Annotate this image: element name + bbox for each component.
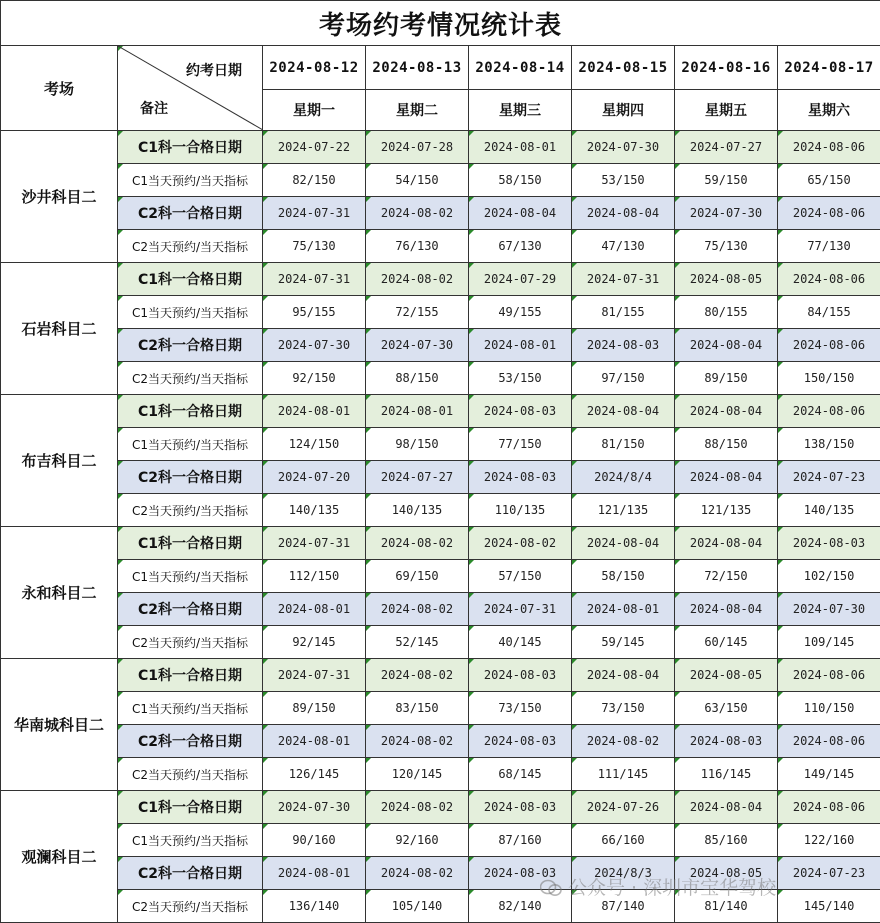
c2-pass-date-cell[interactable]: 2024-07-31	[263, 197, 366, 230]
c2-booking-cell[interactable]: 92/145	[263, 626, 366, 659]
row-label-cell[interactable]: C1科一合格日期	[118, 263, 263, 296]
c1-pass-date-cell[interactable]: 2024-08-04	[572, 527, 675, 560]
c2-booking-cell[interactable]: 75/130	[675, 230, 778, 263]
c1-pass-date-cell[interactable]: 2024-07-31	[263, 263, 366, 296]
c1-booking-cell[interactable]: 73/150	[469, 692, 572, 725]
c1-booking-cell[interactable]: 66/160	[572, 824, 675, 857]
c2-booking-cell[interactable]: 59/145	[572, 626, 675, 659]
venue-name-cell[interactable]: 布吉科目二	[1, 395, 118, 527]
c2-pass-date-cell[interactable]: 2024-08-03	[675, 725, 778, 758]
c2-pass-date-cell[interactable]: 2024/8/3	[572, 857, 675, 890]
row-label-cell[interactable]: C1科一合格日期	[118, 791, 263, 824]
c1-pass-date-cell[interactable]: 2024-07-27	[675, 131, 778, 164]
c1-pass-date-cell[interactable]: 2024-08-02	[469, 527, 572, 560]
c1-booking-cell[interactable]: 92/160	[366, 824, 469, 857]
c1-booking-cell[interactable]: 81/150	[572, 428, 675, 461]
c1-booking-cell[interactable]: 77/150	[469, 428, 572, 461]
c2-booking-cell[interactable]: 75/130	[263, 230, 366, 263]
c1-pass-date-cell[interactable]: 2024-07-31	[263, 527, 366, 560]
c1-pass-date-cell[interactable]: 2024-08-01	[469, 131, 572, 164]
c1-pass-date-cell[interactable]: 2024-08-04	[675, 791, 778, 824]
c2-pass-date-cell[interactable]: 2024-08-05	[675, 857, 778, 890]
c2-pass-date-cell[interactable]: 2024/8/4	[572, 461, 675, 494]
c1-booking-cell[interactable]: 72/155	[366, 296, 469, 329]
c2-booking-cell[interactable]: 92/150	[263, 362, 366, 395]
c1-booking-cell[interactable]: 49/155	[469, 296, 572, 329]
c2-pass-date-cell[interactable]: 2024-08-06	[778, 725, 880, 758]
c2-booking-cell[interactable]: 126/145	[263, 758, 366, 791]
c1-booking-cell[interactable]: 53/150	[572, 164, 675, 197]
table-row	[1, 461, 880, 494]
c2-booking-cell[interactable]: 111/145	[572, 758, 675, 791]
row-label-cell[interactable]: C2当天预约/当天指标	[118, 890, 263, 923]
c2-booking-cell[interactable]: 47/130	[572, 230, 675, 263]
c2-pass-date-cell[interactable]: 2024-08-04	[675, 329, 778, 362]
venue-name-cell[interactable]: 观澜科目二	[1, 791, 118, 923]
row-label-cell[interactable]: C1科一合格日期	[118, 527, 263, 560]
c1-pass-date-cell[interactable]: 2024-08-03	[469, 395, 572, 428]
table-row	[1, 560, 880, 593]
c2-pass-date-cell[interactable]: 2024-07-23	[778, 857, 880, 890]
weekday-header[interactable]: 星期六	[778, 90, 880, 131]
c2-booking-cell[interactable]: 149/145	[778, 758, 880, 791]
diagonal-header-cell[interactable]	[118, 46, 263, 131]
venue-name-cell[interactable]: 沙井科目二	[1, 131, 118, 263]
c1-pass-date-cell[interactable]: 2024-08-04	[675, 395, 778, 428]
c1-pass-date-cell[interactable]: 2024-08-06	[778, 263, 880, 296]
table-row	[1, 692, 880, 725]
table-row	[1, 857, 880, 890]
c2-booking-cell[interactable]: 105/140	[366, 890, 469, 923]
c1-booking-cell[interactable]: 110/150	[778, 692, 880, 725]
c2-pass-date-cell[interactable]: 2024-08-03	[469, 857, 572, 890]
c1-pass-date-cell[interactable]: 2024-08-06	[778, 395, 880, 428]
c2-pass-date-cell[interactable]: 2024-08-02	[572, 725, 675, 758]
c1-booking-cell[interactable]: 102/150	[778, 560, 880, 593]
c2-booking-cell[interactable]: 89/150	[675, 362, 778, 395]
c1-booking-cell[interactable]: 72/150	[675, 560, 778, 593]
c1-booking-cell[interactable]: 65/150	[778, 164, 880, 197]
c2-pass-date-cell[interactable]: 2024-08-03	[572, 329, 675, 362]
c1-booking-cell[interactable]: 63/150	[675, 692, 778, 725]
row-label-cell[interactable]: C1科一合格日期	[118, 659, 263, 692]
c1-pass-date-cell[interactable]: 2024-07-28	[366, 131, 469, 164]
c2-booking-cell[interactable]: 82/140	[469, 890, 572, 923]
date-header[interactable]: 2024-08-14	[469, 46, 572, 90]
c1-booking-cell[interactable]: 59/150	[675, 164, 778, 197]
c1-pass-date-cell[interactable]: 2024-07-30	[572, 131, 675, 164]
c1-booking-cell[interactable]: 90/160	[263, 824, 366, 857]
booking-date-label: 约考日期	[186, 60, 242, 80]
c1-booking-cell[interactable]: 57/150	[469, 560, 572, 593]
c2-pass-date-cell[interactable]: 2024-08-01	[263, 593, 366, 626]
row-label-cell[interactable]: C2科一合格日期	[118, 461, 263, 494]
c1-pass-date-cell[interactable]: 2024-07-31	[263, 659, 366, 692]
table-row	[1, 362, 880, 395]
row-label-cell[interactable]: C2科一合格日期	[118, 725, 263, 758]
c1-booking-cell[interactable]: 87/160	[469, 824, 572, 857]
c2-booking-cell[interactable]: 40/145	[469, 626, 572, 659]
row-label-cell[interactable]: C2当天预约/当天指标	[118, 626, 263, 659]
c2-pass-date-cell[interactable]: 2024-08-04	[675, 593, 778, 626]
c1-booking-cell[interactable]: 112/150	[263, 560, 366, 593]
date-header[interactable]: 2024-08-15	[572, 46, 675, 90]
c1-booking-cell[interactable]: 89/150	[263, 692, 366, 725]
c1-pass-date-cell[interactable]: 2024-08-02	[366, 791, 469, 824]
c2-booking-cell[interactable]: 97/150	[572, 362, 675, 395]
c2-pass-date-cell[interactable]: 2024-08-06	[778, 197, 880, 230]
weekday-header[interactable]: 星期五	[675, 90, 778, 131]
c2-booking-cell[interactable]: 120/145	[366, 758, 469, 791]
c2-booking-cell[interactable]: 67/130	[469, 230, 572, 263]
c2-pass-date-cell[interactable]: 2024-07-30	[366, 329, 469, 362]
c1-pass-date-cell[interactable]: 2024-08-05	[675, 263, 778, 296]
c2-pass-date-cell[interactable]: 2024-08-02	[366, 593, 469, 626]
row-label-cell[interactable]: C2当天预约/当天指标	[118, 758, 263, 791]
row-label-cell[interactable]: C2当天预约/当天指标	[118, 494, 263, 527]
weekday-header[interactable]: 星期一	[263, 90, 366, 131]
c2-pass-date-cell[interactable]: 2024-08-04	[469, 197, 572, 230]
c2-pass-date-cell[interactable]: 2024-08-01	[263, 725, 366, 758]
table-row	[1, 329, 880, 362]
c2-pass-date-cell[interactable]: 2024-08-01	[263, 857, 366, 890]
c2-booking-cell[interactable]: 77/130	[778, 230, 880, 263]
venue-name-cell[interactable]: 永和科目二	[1, 527, 118, 659]
remarks-label: 备注	[140, 98, 168, 118]
table-row	[1, 164, 880, 197]
c1-booking-cell[interactable]: 138/150	[778, 428, 880, 461]
c2-booking-cell[interactable]: 140/135	[778, 494, 880, 527]
c2-booking-cell[interactable]: 52/145	[366, 626, 469, 659]
date-header[interactable]: 2024-08-13	[366, 46, 469, 90]
c2-booking-cell[interactable]: 53/150	[469, 362, 572, 395]
sheet-title[interactable]: 考场约考情况统计表	[1, 1, 880, 46]
c2-booking-cell[interactable]: 109/145	[778, 626, 880, 659]
row-label-cell[interactable]: C2科一合格日期	[118, 857, 263, 890]
c2-pass-date-cell[interactable]: 2024-08-01	[469, 329, 572, 362]
date-header[interactable]: 2024-08-17	[778, 46, 880, 90]
table-row	[1, 197, 880, 230]
c2-booking-cell[interactable]: 140/135	[263, 494, 366, 527]
table-row	[1, 659, 880, 692]
c2-booking-cell[interactable]: 81/140	[675, 890, 778, 923]
table-row	[1, 230, 880, 263]
row-label-cell[interactable]: C1科一合格日期	[118, 395, 263, 428]
c1-booking-cell[interactable]: 88/150	[675, 428, 778, 461]
c2-booking-cell[interactable]: 110/135	[469, 494, 572, 527]
c2-booking-cell[interactable]: 88/150	[366, 362, 469, 395]
date-header[interactable]: 2024-08-12	[263, 46, 366, 90]
c1-booking-cell[interactable]: 80/155	[675, 296, 778, 329]
table-row	[1, 890, 880, 923]
row-label-cell[interactable]: C1当天预约/当天指标	[118, 824, 263, 857]
c1-pass-date-cell[interactable]: 2024-07-22	[263, 131, 366, 164]
c1-pass-date-cell[interactable]: 2024-07-30	[263, 791, 366, 824]
c2-pass-date-cell[interactable]: 2024-08-02	[366, 857, 469, 890]
c2-pass-date-cell[interactable]: 2024-07-27	[366, 461, 469, 494]
row-label-cell[interactable]: C1当天预约/当天指标	[118, 296, 263, 329]
c2-pass-date-cell[interactable]: 2024-08-03	[469, 461, 572, 494]
c1-pass-date-cell[interactable]: 2024-08-05	[675, 659, 778, 692]
table-row	[1, 527, 880, 560]
row-label-cell[interactable]: C1当天预约/当天指标	[118, 692, 263, 725]
c2-booking-cell[interactable]: 150/150	[778, 362, 880, 395]
c1-pass-date-cell[interactable]: 2024-08-02	[366, 527, 469, 560]
venue-name-cell[interactable]: 华南城科目二	[1, 659, 118, 791]
table-row	[1, 395, 880, 428]
c1-pass-date-cell[interactable]: 2024-08-03	[469, 659, 572, 692]
c1-booking-cell[interactable]: 58/150	[469, 164, 572, 197]
c1-booking-cell[interactable]: 84/155	[778, 296, 880, 329]
c2-booking-cell[interactable]: 60/145	[675, 626, 778, 659]
row-label-cell[interactable]: C2科一合格日期	[118, 329, 263, 362]
c1-pass-date-cell[interactable]: 2024-07-31	[572, 263, 675, 296]
row-label-cell[interactable]: C2科一合格日期	[118, 593, 263, 626]
c1-pass-date-cell[interactable]: 2024-08-06	[778, 791, 880, 824]
c2-pass-date-cell[interactable]: 2024-08-04	[572, 197, 675, 230]
c1-pass-date-cell[interactable]: 2024-07-29	[469, 263, 572, 296]
table-row	[1, 791, 880, 824]
c1-pass-date-cell[interactable]: 2024-08-03	[778, 527, 880, 560]
c2-pass-date-cell[interactable]: 2024-08-03	[469, 725, 572, 758]
c1-booking-cell[interactable]: 98/150	[366, 428, 469, 461]
c1-booking-cell[interactable]: 54/150	[366, 164, 469, 197]
row-label-cell[interactable]: C2当天预约/当天指标	[118, 362, 263, 395]
table-row	[1, 494, 880, 527]
c1-booking-cell[interactable]: 124/150	[263, 428, 366, 461]
c1-booking-cell[interactable]: 69/150	[366, 560, 469, 593]
table-row	[1, 593, 880, 626]
c1-booking-cell[interactable]: 83/150	[366, 692, 469, 725]
table-row	[1, 131, 880, 164]
c1-pass-date-cell[interactable]: 2024-08-03	[469, 791, 572, 824]
c2-pass-date-cell[interactable]: 2024-08-01	[572, 593, 675, 626]
c2-pass-date-cell[interactable]: 2024-08-06	[778, 329, 880, 362]
row-label-cell[interactable]: C1当天预约/当天指标	[118, 560, 263, 593]
c2-booking-cell[interactable]: 76/130	[366, 230, 469, 263]
c2-pass-date-cell[interactable]: 2024-07-30	[778, 593, 880, 626]
c2-booking-cell[interactable]: 140/135	[366, 494, 469, 527]
c1-booking-cell[interactable]: 122/160	[778, 824, 880, 857]
c2-pass-date-cell[interactable]: 2024-07-30	[675, 197, 778, 230]
weekday-header[interactable]: 星期四	[572, 90, 675, 131]
c1-pass-date-cell[interactable]: 2024-07-26	[572, 791, 675, 824]
table-row	[1, 428, 880, 461]
c2-pass-date-cell[interactable]: 2024-07-31	[469, 593, 572, 626]
table-row	[1, 263, 880, 296]
table-row	[1, 296, 880, 329]
c2-pass-date-cell[interactable]: 2024-07-30	[263, 329, 366, 362]
c1-pass-date-cell[interactable]: 2024-08-04	[572, 395, 675, 428]
table-row	[1, 758, 880, 791]
row-label-cell[interactable]: C2科一合格日期	[118, 197, 263, 230]
venue-name-cell[interactable]: 石岩科目二	[1, 263, 118, 395]
c2-booking-cell[interactable]: 116/145	[675, 758, 778, 791]
watermark-text: 公众号 · 深圳市宝华驾校	[568, 877, 776, 899]
c1-booking-cell[interactable]: 82/150	[263, 164, 366, 197]
c1-booking-cell[interactable]: 85/160	[675, 824, 778, 857]
row-label-cell[interactable]: C1当天预约/当天指标	[118, 164, 263, 197]
c2-booking-cell[interactable]: 145/140	[778, 890, 880, 923]
c1-booking-cell[interactable]: 81/155	[572, 296, 675, 329]
c2-pass-date-cell[interactable]: 2024-08-02	[366, 725, 469, 758]
c1-pass-date-cell[interactable]: 2024-08-04	[572, 659, 675, 692]
c1-pass-date-cell[interactable]: 2024-08-02	[366, 263, 469, 296]
venue-column-header[interactable]: 考场	[1, 46, 118, 131]
c1-pass-date-cell[interactable]: 2024-08-06	[778, 659, 880, 692]
c2-booking-cell[interactable]: 121/135	[675, 494, 778, 527]
c1-booking-cell[interactable]: 95/155	[263, 296, 366, 329]
weekday-header[interactable]: 星期三	[469, 90, 572, 131]
row-label-cell[interactable]: C1科一合格日期	[118, 131, 263, 164]
c1-pass-date-cell[interactable]: 2024-08-02	[366, 659, 469, 692]
c1-pass-date-cell[interactable]: 2024-08-01	[366, 395, 469, 428]
c2-pass-date-cell[interactable]: 2024-08-02	[366, 197, 469, 230]
c2-booking-cell[interactable]: 136/140	[263, 890, 366, 923]
c2-pass-date-cell[interactable]: 2024-08-04	[675, 461, 778, 494]
c2-pass-date-cell[interactable]: 2024-07-23	[778, 461, 880, 494]
weekday-header[interactable]: 星期二	[366, 90, 469, 131]
c2-booking-cell[interactable]: 87/140	[572, 890, 675, 923]
c2-booking-cell[interactable]: 121/135	[572, 494, 675, 527]
c1-booking-cell[interactable]: 73/150	[572, 692, 675, 725]
c1-pass-date-cell[interactable]: 2024-08-01	[263, 395, 366, 428]
table-row	[1, 725, 880, 758]
c2-booking-cell[interactable]: 68/145	[469, 758, 572, 791]
table-row	[1, 626, 880, 659]
date-header[interactable]: 2024-08-16	[675, 46, 778, 90]
row-label-cell[interactable]: C1当天预约/当天指标	[118, 428, 263, 461]
c2-pass-date-cell[interactable]: 2024-07-20	[263, 461, 366, 494]
c1-pass-date-cell[interactable]: 2024-08-04	[675, 527, 778, 560]
row-label-cell[interactable]: C2当天预约/当天指标	[118, 230, 263, 263]
c1-booking-cell[interactable]: 58/150	[572, 560, 675, 593]
table-row	[1, 824, 880, 857]
c1-pass-date-cell[interactable]: 2024-08-06	[778, 131, 880, 164]
